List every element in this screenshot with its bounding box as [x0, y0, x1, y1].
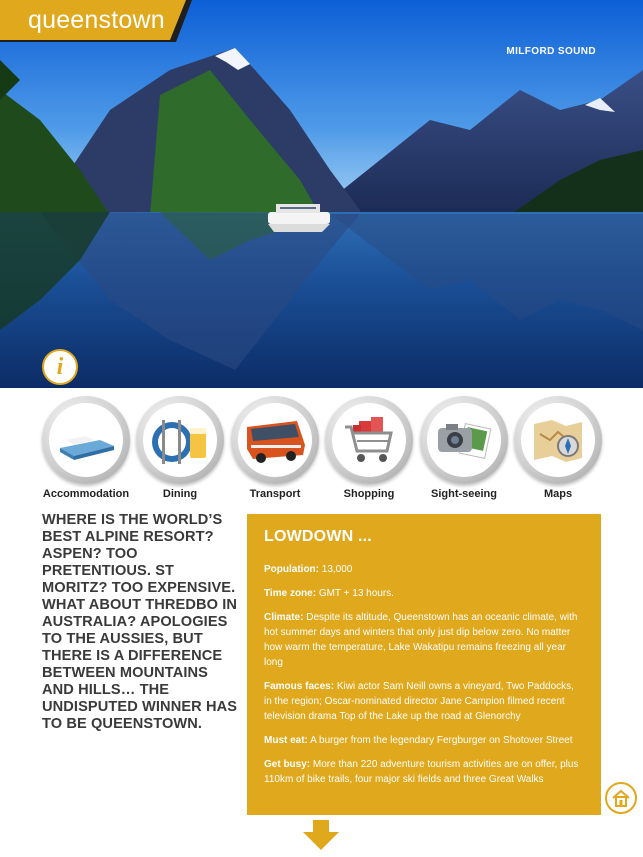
plate-cutlery-icon	[143, 403, 217, 477]
fact-label: Climate:	[264, 612, 304, 623]
category-label: Dining	[162, 488, 198, 500]
intro-text: WHERE IS THE WORLD’S BEST ALPINE RESORT? ASPEN? TOO PRETENTIOUS. ST MORITZ? TOO EXPENSIVE. WHAT ABOUT THREDBO IN AUSTRALIA? APOLOGIES TO THE AUSSIES, BUT THERE IS A DIFFERENCE BETWEEN MOUNTAINS AND HILLS… THE UNDISPUTED WINNER HAS TO BE QUEENSTOWN.	[42, 512, 238, 732]
category-nav	[0, 396, 643, 504]
info-button[interactable]	[42, 349, 78, 385]
category-sight-seeing[interactable]	[418, 396, 510, 500]
fact-label: Must eat:	[264, 735, 308, 746]
category-ring	[136, 396, 224, 484]
fact-label: Time zone:	[264, 588, 317, 599]
bus-icon	[238, 403, 312, 477]
fact-label: Famous faces:	[264, 681, 335, 692]
category-dining[interactable]	[134, 396, 226, 500]
fact-must-eat	[264, 733, 584, 748]
city-title: queenstown	[28, 6, 165, 34]
category-label: Shopping	[343, 488, 395, 500]
bed-icon	[49, 403, 123, 477]
fact-text: GMT + 13 hours.	[318, 588, 394, 599]
shopping-cart-icon	[332, 403, 406, 477]
category-transport[interactable]	[229, 396, 321, 500]
fact-famous-faces	[264, 679, 584, 724]
category-shopping[interactable]	[323, 396, 415, 500]
photo-caption: MILFORD SOUND	[506, 46, 596, 57]
fact-time-zone	[264, 586, 584, 601]
category-accommodation[interactable]	[40, 396, 132, 500]
home-button[interactable]	[605, 782, 637, 814]
fact-text: Despite its altitude, Queenstown has an oceanic climate, with hot summer days and winters that only just dip below zero. No matter how warm the temperature, Lake Wakatipu remains freezing all year long	[264, 612, 578, 668]
lowdown-title: LOWDOWN ...	[264, 528, 372, 545]
milford-sound-image	[0, 0, 643, 388]
scroll-down-button[interactable]	[303, 820, 339, 850]
category-ring	[514, 396, 602, 484]
map-compass-icon	[521, 403, 595, 477]
category-maps[interactable]	[512, 396, 604, 500]
category-ring	[42, 396, 130, 484]
fact-label: Population:	[264, 564, 319, 575]
fact-text: More than 220 adventure tourism activities are on offer, plus 110km of bike trails, four major ski fields and three Great Walks	[264, 759, 579, 785]
lowdown-panel	[247, 514, 601, 815]
category-label: Accommodation	[42, 488, 130, 500]
fact-text: A burger from the legendary Fergburger on Shotover Street	[310, 735, 573, 746]
category-label: Maps	[543, 488, 573, 500]
category-ring	[325, 396, 413, 484]
fact-text: 13,000	[321, 564, 353, 575]
fact-get-busy	[264, 757, 584, 787]
category-label: Sight-seeing	[430, 488, 497, 500]
category-ring	[420, 396, 508, 484]
info-icon: i	[56, 354, 64, 380]
fact-text: Kiwi actor Sam Neill owns a vineyard, Two Paddocks, in the region; Oscar-nominated director Jane Campion filmed recent television drama Top of the Lake up the road at Glenorchy	[264, 681, 574, 722]
camera-photos-icon	[427, 403, 501, 477]
home-icon	[611, 788, 631, 808]
city-tab	[0, 0, 192, 42]
category-ring	[231, 396, 319, 484]
fact-label: Get busy:	[264, 759, 311, 770]
hero-photo	[0, 0, 643, 388]
category-label: Transport	[249, 488, 301, 500]
fact-population	[264, 562, 584, 577]
arrow-down-icon	[303, 820, 339, 850]
fact-climate	[264, 610, 584, 670]
